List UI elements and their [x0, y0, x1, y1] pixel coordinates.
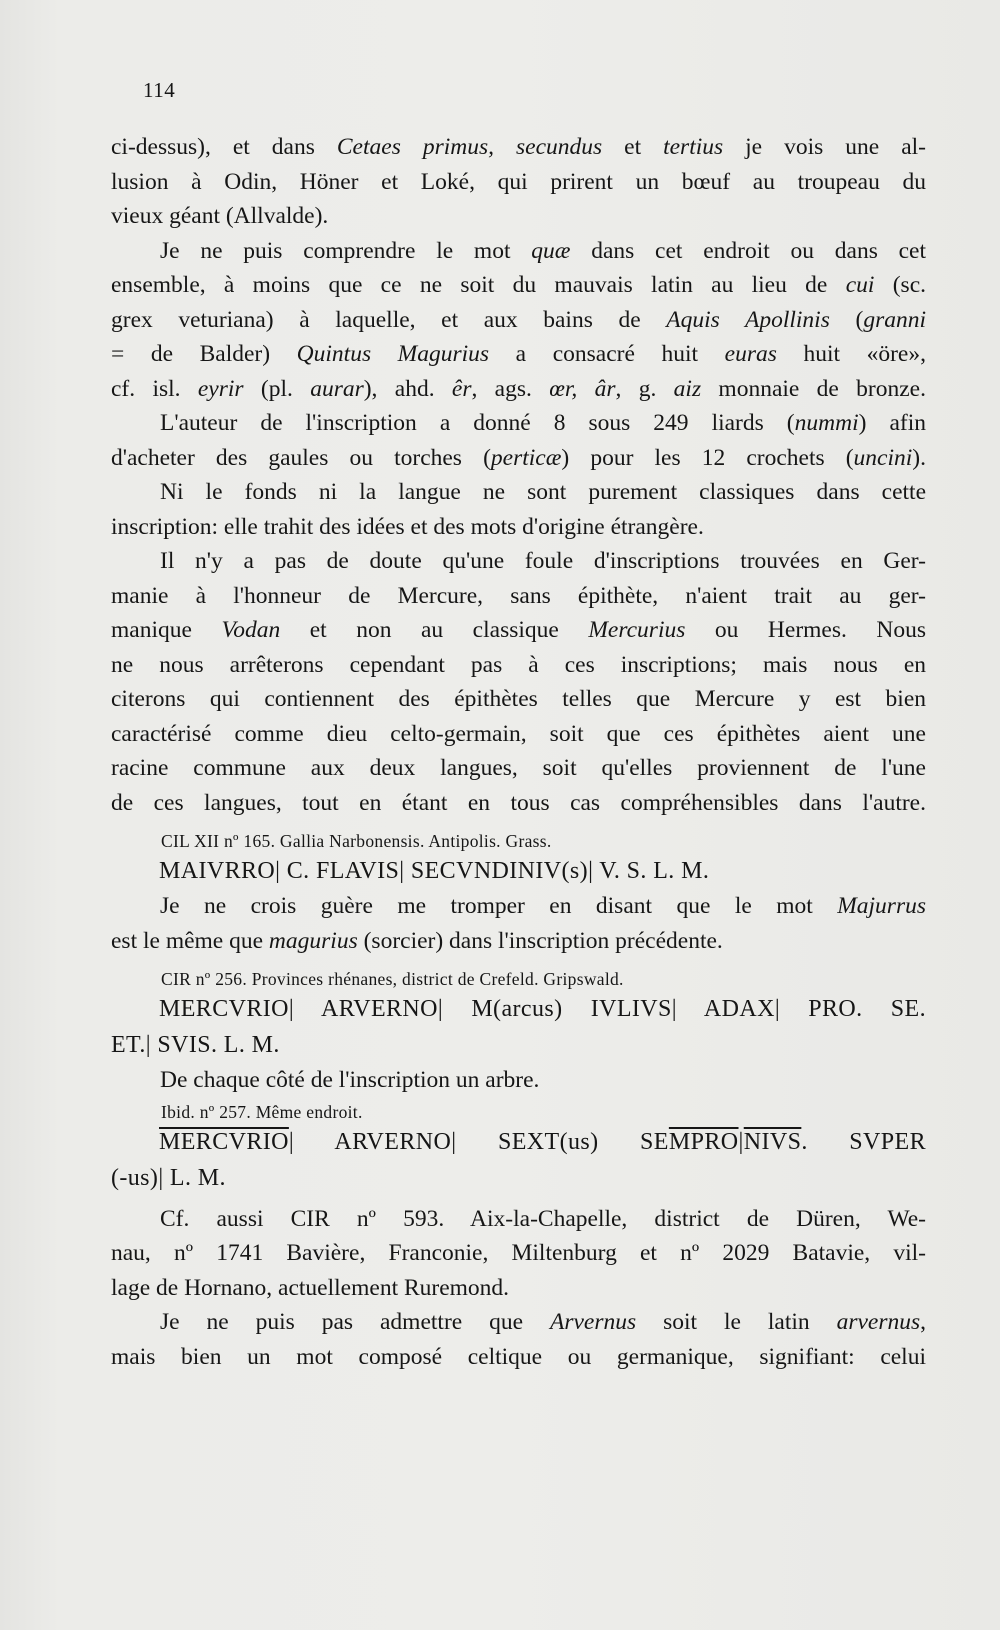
text-run: ensemble, à moins que ce ne soit du mauvais latin au lieu de — [111, 272, 846, 298]
text-line — [111, 372, 926, 407]
paragraph-start: Ni le fonds ni la langue ne sont purement classiques dans cette — [160, 479, 926, 505]
text-line — [111, 268, 926, 303]
text-run: ( — [829, 306, 864, 333]
text-run: ) afin — [858, 410, 926, 436]
paragraph-start: Cf. aussi CIR nº 593. Aix-la-Chapelle, district de Düren, We- — [160, 1205, 926, 1232]
italic-term: Mercurius — [588, 617, 686, 643]
text-run: (pl. — [243, 375, 311, 402]
text-line — [111, 303, 926, 338]
text-run: = de Balder) — [111, 341, 297, 367]
paragraph-start — [111, 889, 926, 924]
text-run: , ags. — [471, 375, 550, 402]
text-line — [111, 337, 926, 372]
text-line: lage de Hornano, actuellement Ruremond. — [111, 1274, 510, 1301]
italic-term: tertius — [663, 134, 724, 160]
body-text — [111, 130, 926, 1374]
italic-term: Aquis Apollinis — [666, 306, 830, 333]
overlined-run: NIVS — [743, 1128, 802, 1155]
text-run: monnaie de bronze. — [701, 375, 926, 402]
text-run: Je ne crois guère me tromper en disant que le mot — [160, 893, 838, 919]
text-run: ci-dessus), et dans — [111, 134, 337, 160]
italic-term: aiz — [673, 375, 702, 402]
text-run: dans cet endroit ou dans cet — [570, 237, 927, 264]
italic-term: euras — [724, 341, 777, 367]
inscription-reference: Ibid. nº 257. Même endroit. — [161, 1101, 363, 1122]
text-line: inscription: elle trahit des idées et des mots d'origine étrangère. — [111, 513, 704, 540]
paragraph-start — [111, 1305, 926, 1340]
inscription-text — [111, 1124, 926, 1160]
text-run: cf. isl. — [111, 375, 198, 402]
text-run: Je ne puis pas admettre que — [160, 1309, 550, 1335]
italic-term: aurar — [310, 375, 364, 402]
italic-term: Majurrus — [837, 893, 926, 919]
text-line — [111, 130, 926, 165]
italic-term: Cetaes primus, secundus — [336, 134, 603, 160]
page-number: 114 — [143, 78, 176, 102]
text-run: L'auteur de l'inscription a donné 8 sous 249 liards ( — [160, 410, 795, 436]
text-run: | — [738, 1128, 744, 1155]
inscription-text: MAIVRRO| C. FLAVIS| SECVNDINIV(s)| V. S. L. M. — [159, 858, 710, 884]
italic-term: Arvernus — [550, 1309, 637, 1335]
text-line: lusion à Odin, Höner et Loké, qui prirent un bœuf au troupeau du — [111, 168, 926, 195]
text-run: , — [920, 1309, 926, 1335]
paragraph-start: De chaque côté de l'inscription un arbre. — [160, 1067, 540, 1093]
text-run: et non au classique — [280, 617, 589, 643]
italic-term: œr, âr — [549, 375, 616, 402]
text-run: ). — [912, 444, 926, 471]
text-run: Je ne puis comprendre le mot — [160, 237, 532, 264]
text-run: est le même que — [111, 927, 269, 954]
text-run: soit le latin — [636, 1309, 837, 1335]
text-run: manique — [111, 617, 222, 643]
text-run: a consacré huit — [489, 341, 725, 367]
italic-term: perticæ — [490, 444, 562, 471]
text-run: ou Hermes. Nous — [685, 617, 927, 643]
italic-term: eyrir — [197, 375, 244, 402]
text-run: grex veturiana) à laquelle, et aux bains de — [111, 306, 667, 333]
inscription-text: (-us)| L. M. — [111, 1164, 226, 1191]
text-line — [111, 441, 926, 476]
italic-term: cui — [845, 272, 875, 298]
text-run: d'acheter des gaules ou torches ( — [111, 444, 491, 471]
text-run: ), ahd. — [363, 375, 452, 402]
text-line: de ces langues, tout en étant en tous cas compréhensibles dans l'autre. — [111, 789, 926, 816]
inscription-reference: CIR nº 256. Provinces rhénanes, district de Crefeld. Gripswald. — [161, 969, 624, 989]
text-run: . SVPER — [801, 1128, 926, 1155]
inscription-text: MERCVRIO| ARVERNO| M(arcus) IVLIVS| ADAX| PRO. SE. — [159, 996, 926, 1022]
text-run: je vois une al- — [723, 134, 926, 160]
text-line: ne nous arrêterons cependant pas à ces inscriptions; mais nous en — [111, 651, 926, 678]
text-run: huit «öre», — [776, 341, 926, 367]
text-run: | ARVERNO| SEXT(us) SE — [288, 1128, 669, 1155]
overlined-run: MPRO — [668, 1128, 739, 1155]
text-line: citerons qui contiennent des épithètes telles que Mercure y est bien — [111, 686, 926, 712]
text-line: vieux géant (Allvalde). — [111, 203, 329, 229]
text-line: mais bien un mot composé celtique ou germanique, signifiant: celui — [111, 1343, 926, 1370]
italic-term: Vodan — [221, 617, 281, 643]
italic-term: nummi — [794, 410, 859, 436]
text-run: ) pour les 12 crochets ( — [561, 444, 854, 471]
text-line — [111, 924, 926, 959]
text-run: et — [602, 134, 664, 160]
italic-term: magurius — [268, 927, 358, 954]
inscription-reference: CIL XII nº 165. Gallia Narbonensis. Antipolis. Grass. — [161, 831, 552, 851]
italic-term: êr — [451, 375, 472, 402]
inscription-text: ET.| SVIS. L. M. — [111, 1032, 280, 1058]
text-run: (sorcier) dans l'inscription précédente. — [357, 927, 723, 954]
text-line — [111, 613, 926, 648]
text-line: caractérisé comme dieu celto-germain, soit que ces épithètes aient une — [111, 720, 926, 747]
italic-term: uncini — [853, 444, 913, 471]
text-line: manie à l'honneur de Mercure, sans épithète, n'aient trait au ger- — [111, 582, 926, 609]
overlined-run: MERCVRIO — [159, 1128, 289, 1155]
paragraph-start — [111, 406, 926, 441]
italic-term: Quintus Magurius — [296, 341, 490, 367]
italic-term: granni — [863, 306, 926, 333]
paragraph-start: Il n'y a pas de doute qu'une foule d'inscriptions trouvées en Ger- — [160, 548, 926, 574]
italic-term: arvernus — [836, 1309, 921, 1335]
paragraph-start — [111, 234, 926, 269]
text-line: racine commune aux deux langues, soit qu'elles proviennent de l'une — [111, 755, 926, 781]
italic-term: quæ — [531, 237, 571, 264]
text-run: (sc. — [874, 272, 926, 298]
text-run: , g. — [615, 375, 674, 402]
text-line: nau, nº 1741 Bavière, Franconie, Miltenburg et nº 2029 Batavie, vil- — [111, 1240, 926, 1266]
